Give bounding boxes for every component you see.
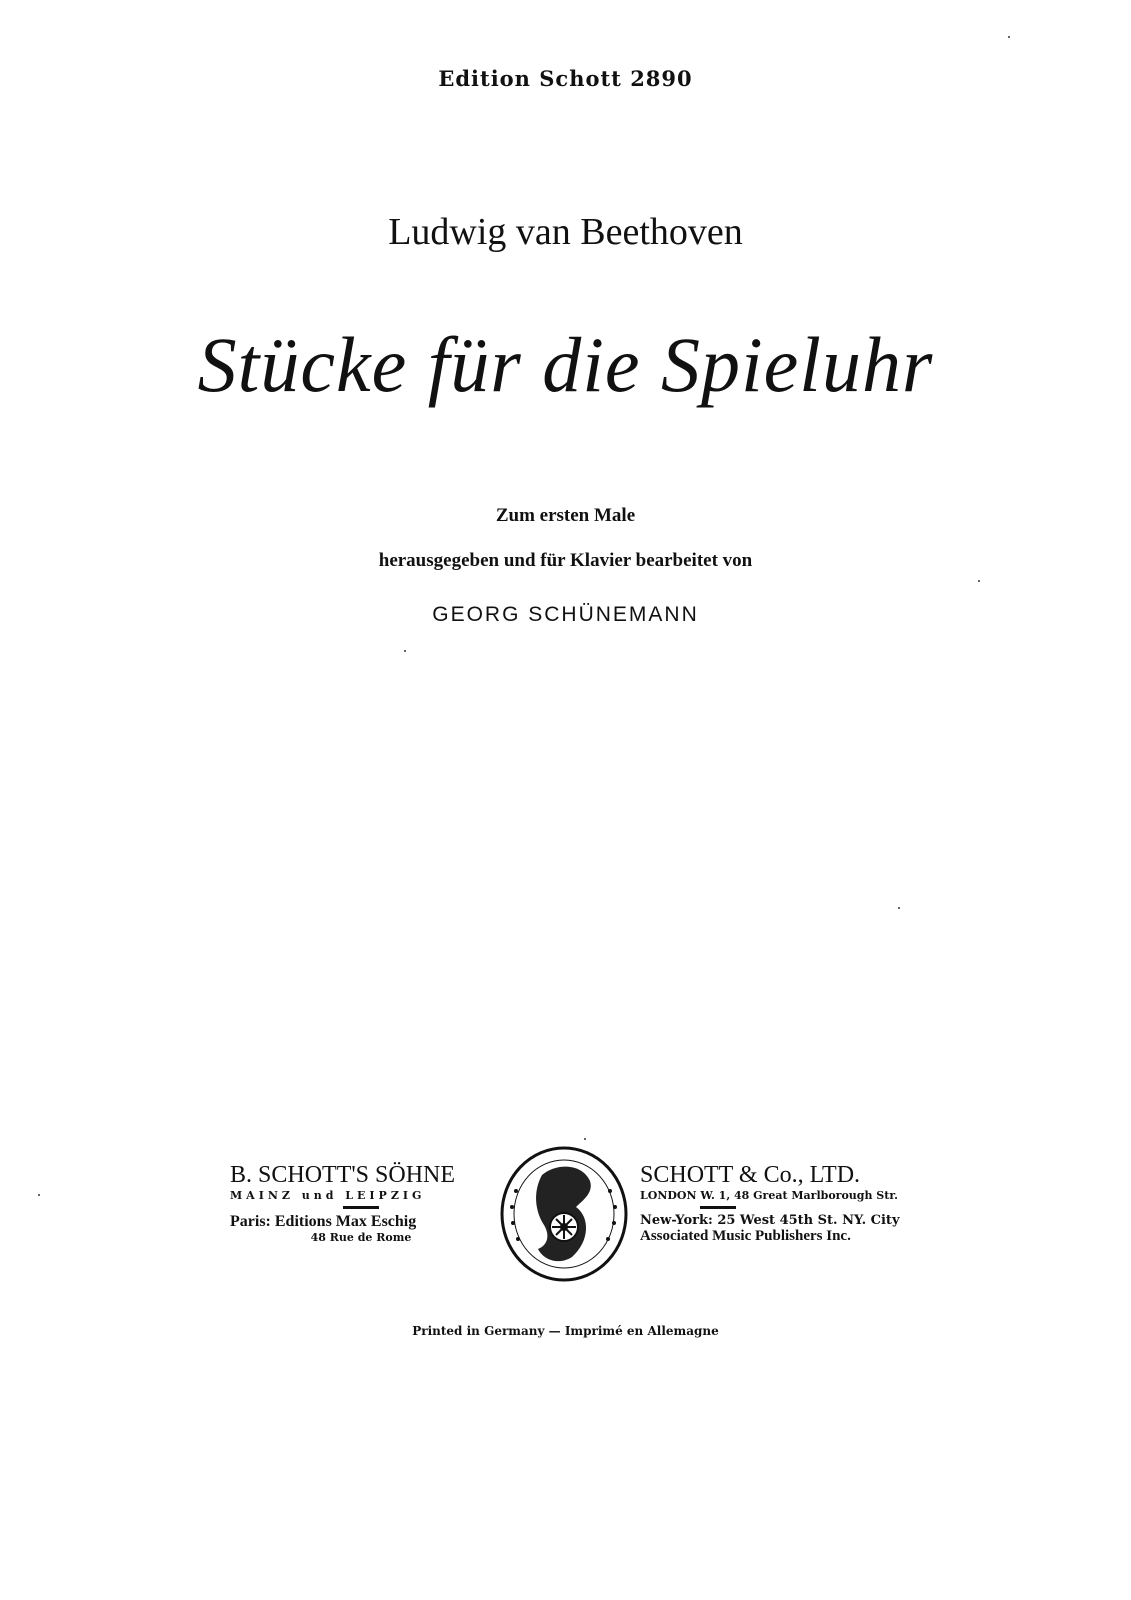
divider — [343, 1206, 379, 1209]
scan-speck — [978, 580, 980, 582]
edition-number: Edition Schott 2890 — [438, 66, 693, 91]
publisher-right — [640, 1162, 902, 1245]
publisher-seal-icon — [498, 1145, 630, 1283]
publisher-left-address: 48 Rue de Rome — [310, 1231, 412, 1244]
publisher-right-name: SCHOTT & Co., LTD. — [640, 1162, 861, 1188]
publisher-left — [230, 1162, 492, 1244]
publisher-right-newyork: New-York: 25 West 45th St. NY. City — [640, 1213, 900, 1228]
work-title: Stücke für die Spieluhr — [197, 321, 934, 408]
publisher-right-associated: Associated Music Publishers Inc. — [640, 1228, 851, 1244]
composer-name: Ludwig van Beethoven — [388, 211, 743, 253]
scan-speck — [584, 1138, 586, 1140]
divider — [700, 1206, 736, 1209]
scan-speck — [1008, 36, 1010, 38]
publisher-left-paris: Paris: Editions Max Eschig — [230, 1213, 417, 1230]
subtitle-first-edition: Zum ersten Male — [495, 505, 636, 526]
scan-speck — [898, 907, 900, 909]
printed-in-germany: Printed in Germany — Imprimé en Allemagne — [412, 1324, 719, 1338]
publisher-right-london: LONDON W. 1, 48 Great Marlborough Str. — [640, 1189, 898, 1202]
scan-speck — [404, 650, 406, 652]
subtitle-arranged-by: herausgegeben und für Klavier bearbeitet von — [378, 550, 753, 571]
publisher-left-city: MAINZ und LEIPZIG — [230, 1189, 426, 1202]
scan-speck — [38, 1194, 40, 1196]
publisher-left-name: B. SCHOTT'S SÖHNE — [230, 1162, 456, 1188]
editor-name: GEORG SCHÜNEMANN — [432, 603, 699, 626]
